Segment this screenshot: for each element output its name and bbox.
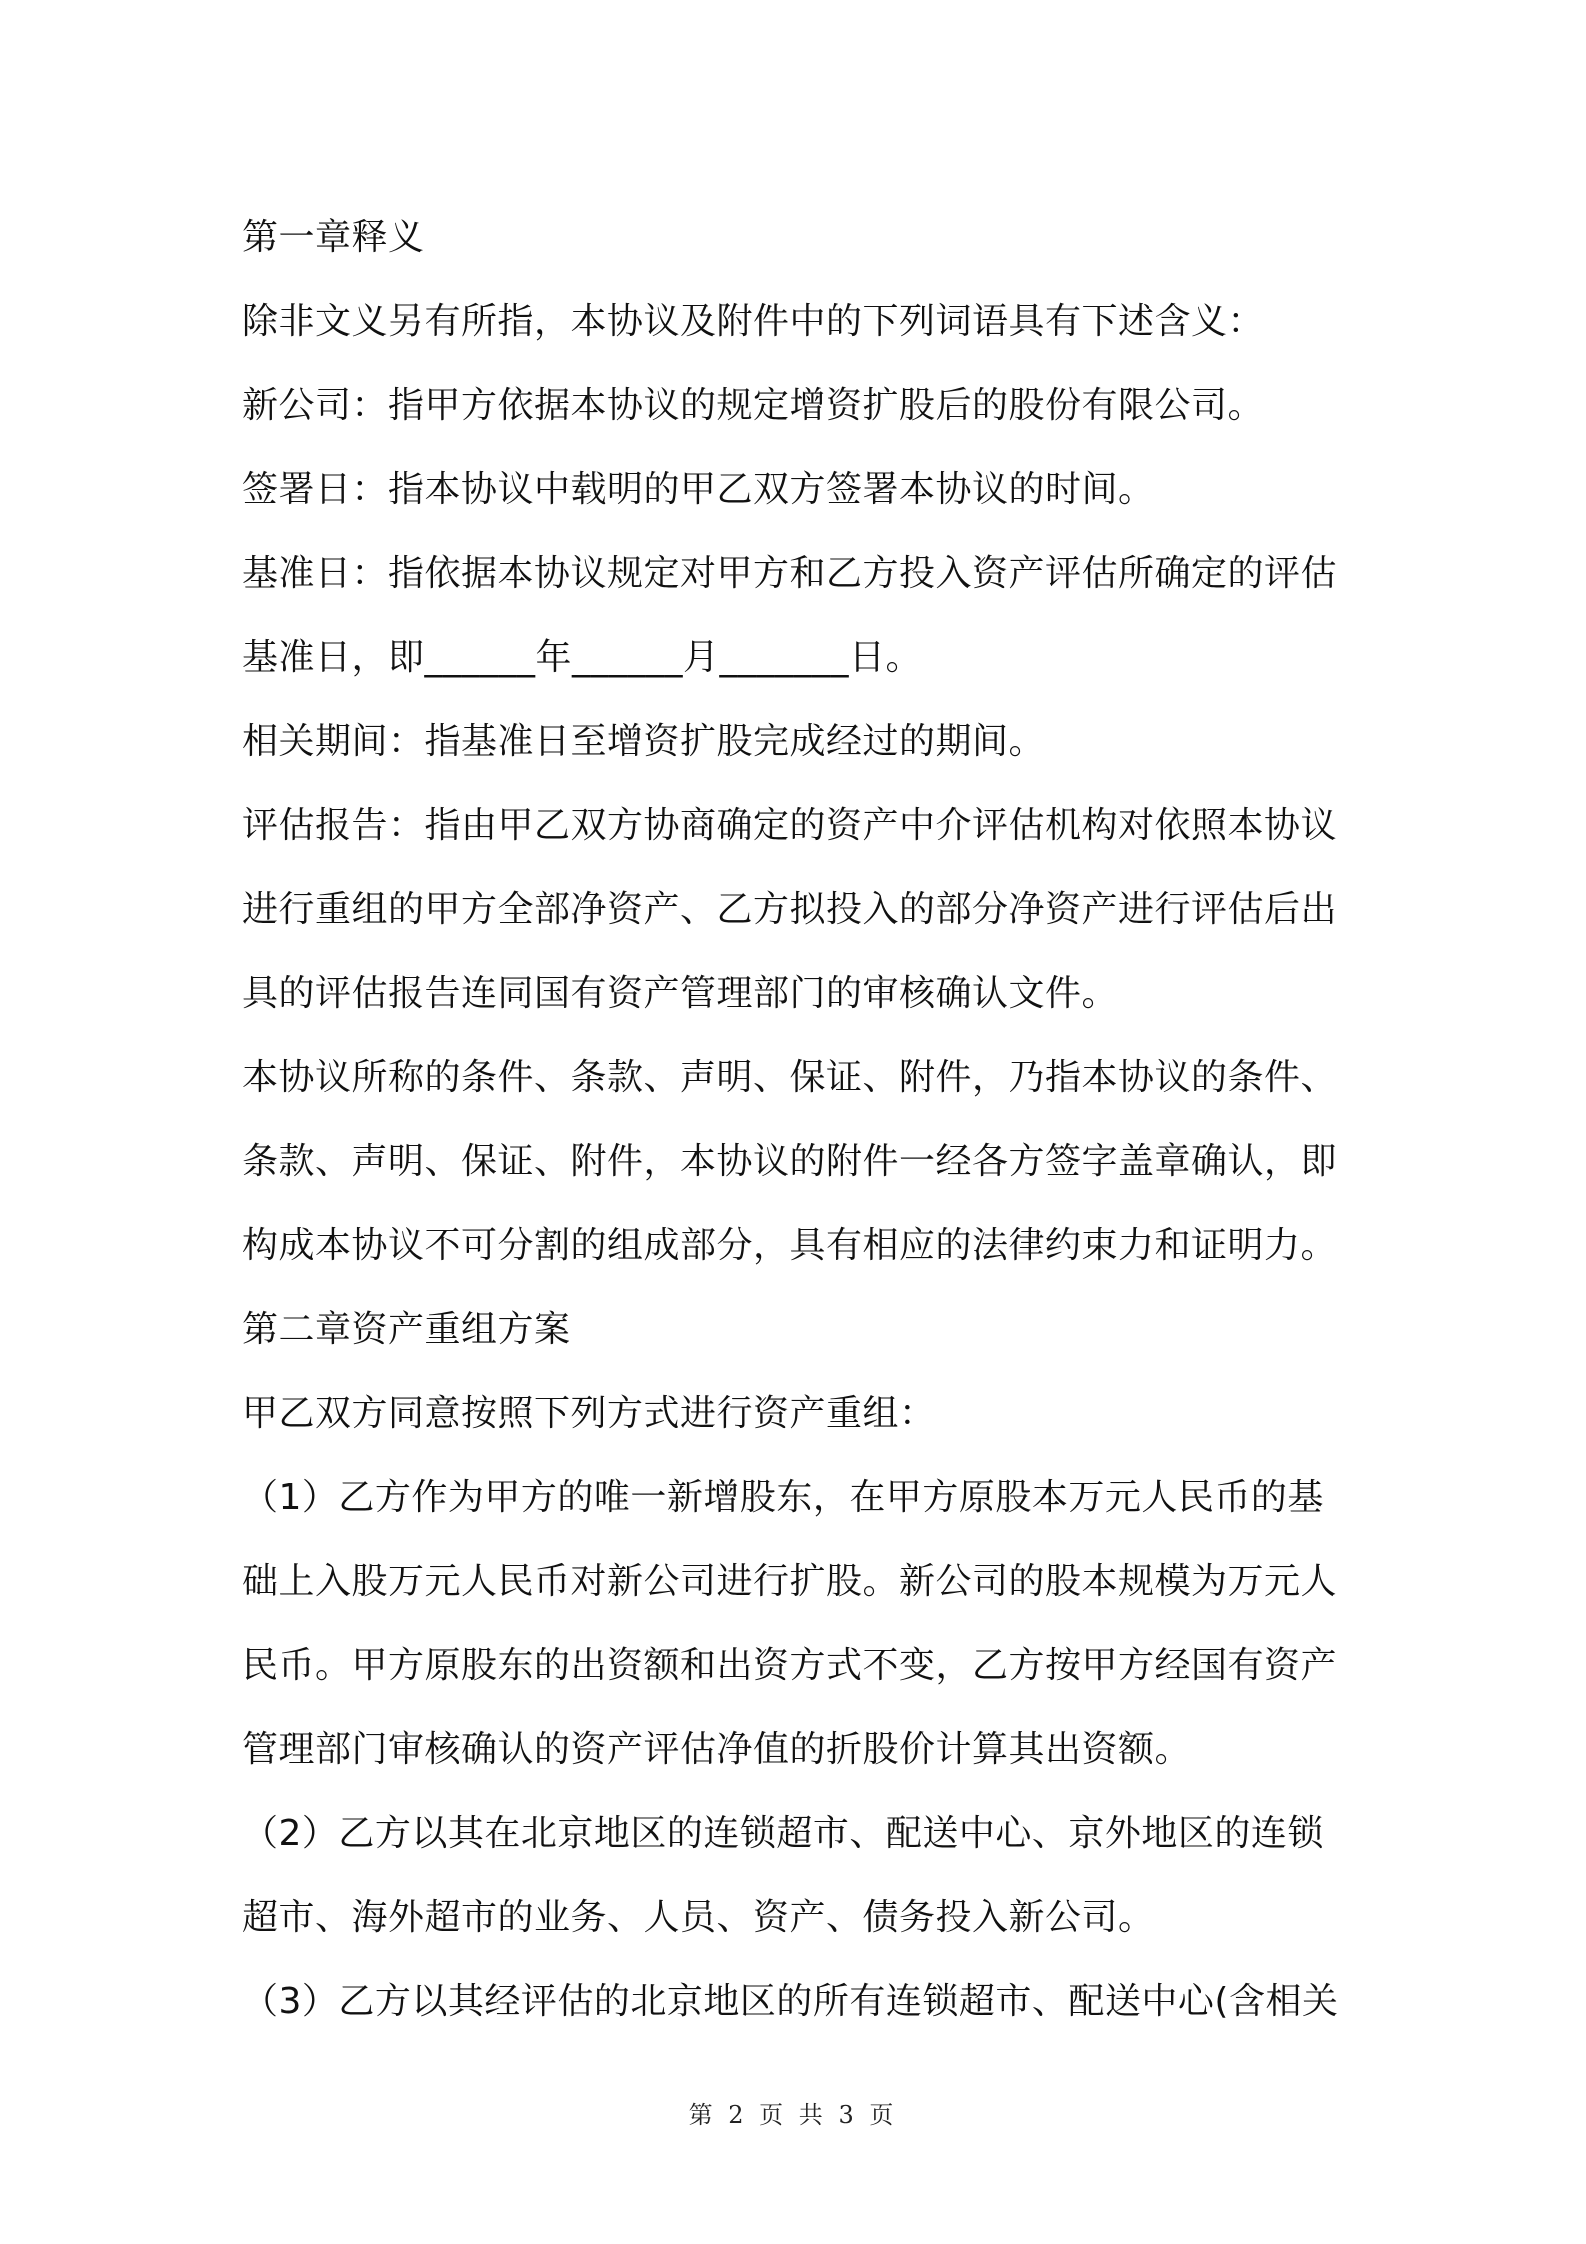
terms-clause-line-1: 本协议所称的条件、条款、声明、保证、附件，乃指本协议的条件、 xyxy=(242,1057,1338,1098)
definition-evaluation-report-line-1: 评估报告：指由甲乙双方协商确定的资产中介评估机构对依照本协议 xyxy=(242,805,1338,846)
definition-new-company: 新公司：指甲方依据本协议的规定增资扩股后的股份有限公司。 xyxy=(242,385,1265,426)
definition-evaluation-report-line-2: 进行重组的甲方全部净资产、乙方拟投入的部分净资产进行评估后出 xyxy=(242,889,1338,930)
restructuring-intro: 甲乙双方同意按照下列方式进行资产重组： xyxy=(242,1393,936,1434)
document-body xyxy=(242,196,1352,2044)
terms-clause-line-3: 构成本协议不可分割的组成部分，具有相应的法律约束力和证明力。 xyxy=(242,1225,1338,1266)
page-number-footer: 第 2 页 共 3 页 xyxy=(688,2101,898,2129)
chapter-one-heading: 第一章释义 xyxy=(242,217,425,258)
item-2-line-1: （2）乙方以其在北京地区的连锁超市、配送中心、京外地区的连锁 xyxy=(242,1813,1324,1854)
definition-evaluation-report-line-3: 具的评估报告连同国有资产管理部门的审核确认文件。 xyxy=(242,973,1119,1014)
definition-relevant-period: 相关期间：指基准日至增资扩股完成经过的期间。 xyxy=(242,721,1046,762)
item-3-line-1: （3）乙方以其经评估的北京地区的所有连锁超市、配送中心(含相关 xyxy=(242,1981,1339,2022)
item-1-line-4: 管理部门审核确认的资产评估净值的折股价计算其出资额。 xyxy=(242,1729,1192,1770)
item-1-line-2: 础上入股万元人民币对新公司进行扩股。新公司的股本规模为万元人 xyxy=(242,1561,1338,1602)
chapter-two-heading: 第二章资产重组方案 xyxy=(242,1309,571,1350)
item-2-line-2: 超市、海外超市的业务、人员、资产、债务投入新公司。 xyxy=(242,1897,1155,1938)
item-1-line-3: 民币。甲方原股东的出资额和出资方式不变，乙方按甲方经国有资产 xyxy=(242,1645,1338,1686)
definitions-intro: 除非文义另有所指，本协议及附件中的下列词语具有下述含义： xyxy=(242,301,1265,342)
definition-base-date-line-2: 基准日，即______年______月_______日。 xyxy=(242,637,923,678)
terms-clause-line-2: 条款、声明、保证、附件，本协议的附件一经各方签字盖章确认，即 xyxy=(242,1141,1338,1182)
definition-base-date-line-1: 基准日：指依据本协议规定对甲方和乙方投入资产评估所确定的评估 xyxy=(242,553,1338,594)
item-1-line-1: （1）乙方作为甲方的唯一新增股东，在甲方原股本万元人民币的基 xyxy=(242,1477,1324,1518)
definition-signing-date: 签署日：指本协议中载明的甲乙双方签署本协议的时间。 xyxy=(242,469,1155,510)
